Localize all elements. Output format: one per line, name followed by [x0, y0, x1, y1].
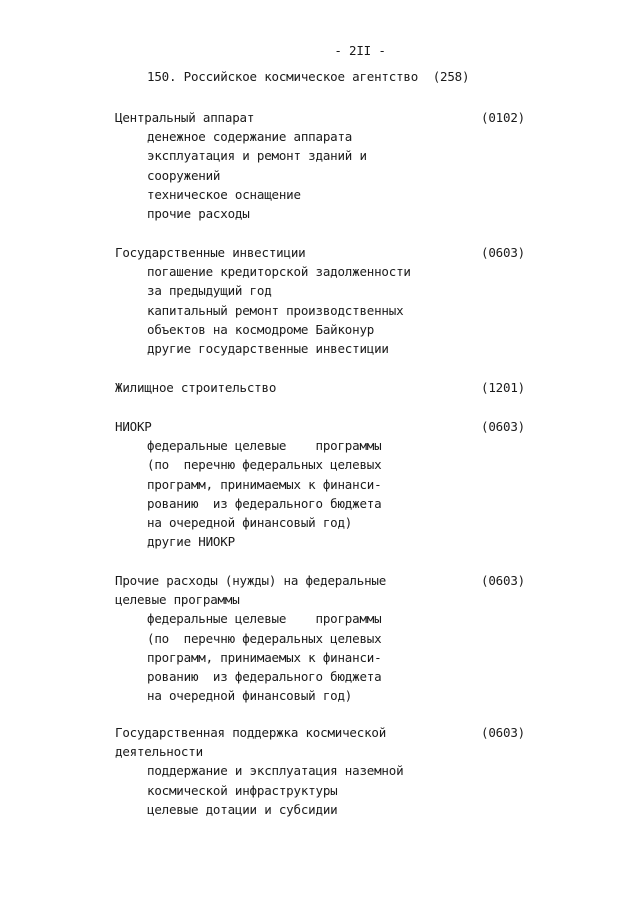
section-title	[115, 417, 445, 436]
section-items	[147, 262, 525, 358]
item-line: программ, принимаемых к финанси-	[147, 476, 382, 492]
item-line: другие НИОКР	[147, 534, 235, 550]
section-items	[147, 609, 525, 705]
section-state-investments	[115, 243, 525, 358]
item-line: федеральные целевые программы	[147, 438, 382, 454]
section-items	[147, 761, 525, 819]
section-items	[147, 127, 525, 223]
page-number: - 2II -	[334, 43, 386, 58]
item-line: (по перечню федеральных целевых	[147, 630, 382, 646]
section-title	[115, 378, 445, 397]
section-title-line: Прочие расходы (нужды) на федеральные	[115, 573, 387, 588]
item-line: прочие расходы	[147, 206, 250, 222]
item-line: погашение кредиторской задолженности	[147, 264, 411, 280]
section-title-line: целевые программы	[115, 592, 240, 608]
section-title-line: Центральный аппарат	[115, 110, 255, 125]
item-line: (по перечню федеральных целевых	[147, 457, 382, 473]
section-other-expenses	[115, 571, 525, 705]
item-line: за предыдущий год	[147, 283, 272, 299]
item-line: целевые дотации и субсидии	[147, 801, 338, 817]
item-line: эксплуатация и ремонт зданий и	[147, 148, 367, 164]
section-title-line: Государственные инвестиции	[115, 245, 306, 260]
item-line: поддержание и эксплуатация наземной	[147, 763, 404, 779]
section-title-line: Государственная поддержка космической	[115, 725, 387, 740]
section-space-activity-support	[115, 723, 525, 819]
item-line: на очередной финансовый год)	[147, 515, 353, 531]
item-line: объектов на космодроме Байконур	[147, 321, 375, 337]
item-line: рованию из федерального бюджета	[147, 669, 382, 685]
item-line: техническое оснащение	[147, 186, 301, 202]
item-line: сооружений	[147, 167, 221, 183]
item-line: денежное содержание аппарата	[147, 129, 353, 145]
section-title	[115, 723, 445, 761]
section-items	[147, 436, 525, 551]
item-line: федеральные целевые программы	[147, 611, 382, 627]
section-central-apparatus	[115, 108, 525, 223]
item-line: космической инфраструктуры	[147, 782, 338, 798]
section-code: (0603)	[481, 245, 525, 260]
section-code: (0603)	[481, 725, 525, 740]
section-code: (1201)	[481, 380, 525, 395]
section-housing-construction	[115, 378, 525, 397]
section-title-line: деятельности	[115, 744, 203, 760]
section-code: (0603)	[481, 419, 525, 434]
item-line: на очередной финансовый год)	[147, 688, 353, 704]
section-title	[115, 243, 445, 262]
item-line: другие государственные инвестиции	[147, 341, 389, 357]
item-line: программ, принимаемых к финанси-	[147, 649, 382, 665]
item-line: рованию из федерального бюджета	[147, 495, 382, 511]
section-title	[115, 571, 445, 609]
section-title	[115, 108, 445, 127]
section-title-line: Жилищное строительство	[115, 380, 277, 395]
section-title-line: НИОКР	[115, 419, 152, 434]
section-code: (0102)	[481, 110, 525, 125]
section-code: (0603)	[481, 573, 525, 588]
section-niokr	[115, 417, 525, 551]
agency-heading: 150. Российское космическое агентство (258)	[147, 69, 470, 84]
item-line: капитальный ремонт производственных	[147, 302, 404, 318]
